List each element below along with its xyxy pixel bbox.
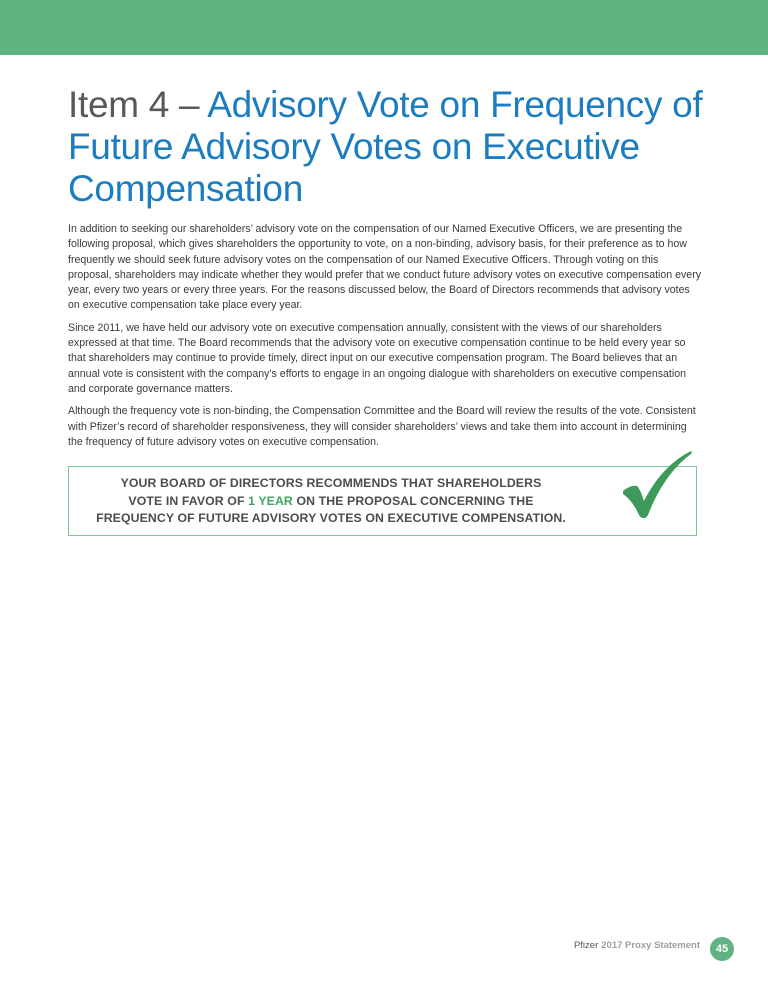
- recommendation-line-3: FREQUENCY OF FUTURE ADVISORY VOTES ON EXECUTIVE COMPENSATION.: [96, 511, 566, 525]
- title-text: Advisory Vote on Frequency of Future Advisory Votes on Executive Compensation: [68, 84, 703, 209]
- recommendation-text: [75, 475, 587, 528]
- header-band: [0, 0, 768, 55]
- paragraph: In addition to seeking our shareholders’ advisory vote on the compensation of our Named Executive Officers, we are presenting the following proposal, which gives shareholders the opportunity to vote, on a non-binding, advisory basis, for their preference as to how frequently we should seek future advisory votes on the compensation of our Named Executive Officers. Through voting on this proposal, shareholders may indicate whether they would prefer that we conduct future advisory votes on executive compensation every year, every two years or every three years. For the reasons discussed below, the Board of Directors recommends that advisory votes on executive compensation take place every year.: [68, 223, 702, 312]
- page-title: [68, 84, 728, 210]
- recommendation-line-2: VOTE IN FAVOR OF 1 YEAR ON THE PROPOSAL CONCERNING THE: [128, 493, 534, 508]
- recommendation-box: [68, 466, 697, 536]
- recommended-frequency: 1 YEAR: [248, 493, 293, 508]
- footer-company: Pfizer: [573, 940, 599, 951]
- page-number: 45: [710, 937, 734, 961]
- footer: [500, 940, 700, 951]
- body-text: [68, 222, 702, 457]
- checkmark-icon: [619, 449, 693, 523]
- recommendation-line-1: YOUR BOARD OF DIRECTORS RECOMMENDS THAT SHAREHOLDERS: [120, 476, 542, 490]
- paragraph: Although the frequency vote is non-binding, the Compensation Committee and the Board will review the results of the vote. Consistent with Pfizer’s record of shareholder responsiveness, they will consider shareholders’ views and take them into account in determining the frequency of future advisory votes on executive compensation.: [68, 405, 696, 448]
- paragraph: Since 2011, we have held our advisory vote on executive compensation annually, consistent with the views of our shareholders expressed at that time. The Board recommends that the advisory vote on executive compensation continue to be held every year so that shareholders may continue to provide timely, direct input on our executive compensation program. The Board believes that an annual vote is consistent with the company’s efforts to engage in an ongoing dialogue with shareholders on executive compensation and corporate governance matters.: [68, 321, 686, 395]
- item-number: Item 4 –: [68, 84, 200, 125]
- footer-document-title: 2017 Proxy Statement: [601, 940, 700, 951]
